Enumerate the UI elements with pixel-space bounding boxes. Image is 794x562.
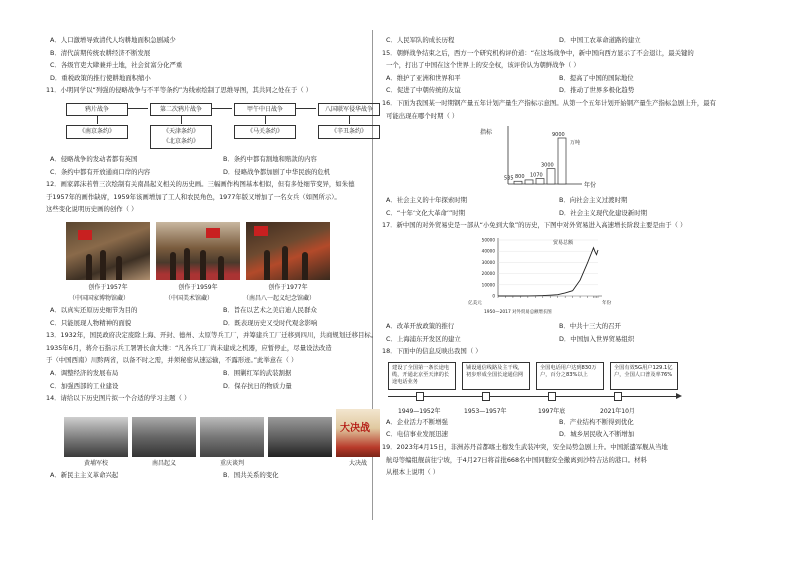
steel-chart-svg (382, 124, 728, 192)
option: D．城乡居民收入不断增加 (559, 430, 635, 439)
option: C．条约中都有开放通商口岸的内容 (50, 167, 151, 176)
trade-chart-svg (460, 232, 620, 318)
timeline-box: 全国有效5G用户129.1亿户，全国人口普及率76% (610, 362, 678, 390)
photo-caption: 大决战 (348, 459, 367, 467)
flow-connector (265, 115, 266, 124)
option: D．社会主义现代化建设新时期 (559, 208, 647, 217)
option: A．维护了亚洲和世界和平 (386, 73, 461, 82)
option: A．企业活力不断增强 (386, 417, 448, 426)
option: C．促进了中朝传统的友谊 (386, 86, 461, 95)
axis-marker (416, 392, 424, 401)
q17-stem: 17．新中国的对外贸易史是一部从“小免到大象”的历史，下图中对外贸易进入高速增长阶段主要是由于（ ） (382, 221, 687, 230)
option: B．产业结构不断得到优化 (559, 417, 634, 426)
war-box: 鸦片战争 (66, 103, 128, 116)
war-box: 八国联军侵华战争 (318, 103, 380, 116)
q12-subcaptions (54, 293, 392, 304)
flow-node (150, 103, 212, 149)
option: B．中共十三大的召开 (559, 321, 621, 330)
steel-chart (382, 124, 728, 194)
option: C．加强西部的工业建设 (50, 381, 119, 390)
option: C．只能展现人物精神的面貌 (50, 318, 132, 327)
treaty-label: 《辛丑条约》 (330, 127, 367, 135)
photo-nanchang (132, 417, 196, 457)
timeline-year: 1953—1957年 (464, 407, 507, 415)
option: D．既表现历史又受时代观念影响 (223, 318, 318, 327)
figure-shape (170, 252, 176, 280)
timeline-year: 1997年底 (538, 407, 566, 415)
option: D．侵略战争都加剧了中华民族的危机 (223, 167, 331, 176)
y-tick-label: 30000 (481, 259, 495, 265)
timeline-labels (388, 406, 728, 416)
flow-arrow (128, 108, 148, 109)
q19-stem: 从根本上说明（ ） (386, 468, 440, 477)
q13-stem: 1935年6月，蒋介石指示兵工署署长俞大维：“凡各兵工厂尚未建成之机器，应暂停止，尽量设法改造 (46, 343, 332, 352)
poster-title: 大决战 (340, 422, 370, 434)
option: A．以真实还原历史细节为目的 (50, 305, 138, 314)
flow-connector (349, 115, 350, 124)
axis-arrow-icon (676, 393, 682, 399)
bar (536, 179, 544, 184)
q10-option-a: A．人口激增导致清代人均耕地面积急剧减少 (50, 36, 176, 44)
bar (525, 180, 533, 184)
q10-option-b: B．清代前期传统农耕经济不断发展 (50, 48, 151, 57)
flag-icon (78, 230, 92, 240)
painting-1977 (246, 222, 330, 280)
chart-footer: 1950—2017 对外贸易总额增长图 (484, 309, 552, 315)
option: A．侵略战争的发动者都有英国 (50, 154, 138, 163)
q15-options (382, 72, 728, 97)
chart-title: 贸易总额 (553, 239, 574, 246)
y-axis-label: 指标 (480, 129, 493, 137)
treaty-label: 《南京条约》 (78, 127, 115, 135)
option: A．调整经济的发展布局 (50, 368, 119, 377)
flow-arrow (296, 108, 316, 109)
figure-shape (86, 254, 92, 280)
q18-timeline-boxes (388, 362, 728, 390)
trade-chart (460, 232, 728, 320)
q14-options-ab (46, 469, 392, 482)
treaty-box (66, 125, 128, 139)
bar-value-label: 9000 (552, 132, 565, 139)
photo-chongqing (200, 417, 264, 457)
treaty-label: 《北京条约》 (162, 137, 199, 145)
photo-huangpu (64, 417, 128, 457)
painting-caption: 创作于1959年 (178, 283, 218, 291)
bar (514, 181, 522, 184)
q12-stem: 于1957年的画作缺席，1959年该画增加了工人和农民角色，1977年版又增加了一名女兵（如图所示）。 (46, 192, 341, 201)
option: A．社会主义的十年探索时期 (386, 196, 468, 205)
y-unit-label: 万吨 (570, 140, 581, 147)
flow-node (318, 103, 380, 149)
option: C．“十年‘文化大革命’”时期 (386, 208, 466, 217)
q16-options (382, 194, 728, 219)
figure-shape (282, 246, 288, 280)
option: B．旨在以艺术之美启迪人民群众 (223, 305, 317, 314)
timeline-axis (388, 392, 688, 406)
figure-shape (200, 250, 206, 280)
axis-marker (482, 392, 490, 401)
q14-captions (64, 459, 392, 469)
timeline-year: 2021年10月 (600, 407, 635, 415)
q14-options-cd (382, 34, 728, 47)
x-axis-label: 年份 (602, 300, 612, 306)
photo-group (268, 417, 332, 457)
bar-value-label: 535 (504, 175, 514, 182)
flag-icon (206, 228, 220, 238)
flow-arrow (212, 108, 232, 109)
treaty-label: 《马关条约》 (246, 127, 283, 135)
q18-options (382, 416, 728, 441)
bar-value-label: 800 (515, 174, 525, 181)
option: A．改革开放政策的推行 (386, 321, 455, 330)
bar-value-label: 3000 (541, 162, 554, 169)
q16-stem: 16．下面为我国某一时期钢产量五年计划产量生产指标示意图。从第一个五年计划开始钢产量生产指标急剧上升，最有 (382, 98, 717, 107)
q11-mind-map (66, 103, 392, 149)
timeline-year: 1949—1952年 (398, 407, 441, 415)
axis-marker (614, 392, 622, 401)
q12-options (46, 304, 392, 329)
axis-marker (548, 392, 556, 401)
treaty-box (234, 125, 296, 139)
war-box: 第二次鸦片战争 (150, 103, 212, 116)
q13-stem: 于（中国西南）川黔两省，以备不时之需，并须秘密从速运输，不露形迹。”此举意在（ ） (46, 356, 298, 365)
q12-captions (66, 282, 392, 293)
option: B．向社会主义过渡时期 (559, 196, 628, 205)
option: B．国共关系的变化 (223, 470, 279, 479)
painting-caption: 创作于1977年 (268, 283, 308, 291)
timeline-box: 铺设通信线路及主干线，初步形成全国长途通信网 (462, 362, 530, 390)
q10-option-c: C．各级官吏大肆兼并土地，社会贫富分化严重 (50, 61, 183, 70)
figure-shape (116, 256, 122, 280)
option: B．提高了中国的国际地位 (559, 73, 634, 82)
axis-line (388, 396, 680, 397)
right-column (382, 34, 728, 479)
q19-stem: 19．2023年4月15日，非洲苏丹首都喀土穆发生武装冲突，安全局势急剧上升。中国派遣军舰从当地 (382, 442, 668, 451)
figure-shape (218, 256, 224, 280)
bar (558, 138, 566, 184)
y-tick-label: 10000 (481, 282, 495, 288)
q16-stem: 可能出现在哪个时期（ ） (386, 111, 459, 120)
y-tick-label: 0 (492, 293, 495, 299)
painting-source: （中国美术馆藏） (164, 294, 213, 302)
option: C．上海浦东开发区的建立 (386, 334, 461, 343)
timeline-box: 全国电话用户达到830万户，百分之83%以上 (536, 362, 604, 390)
q13-stem: 13．1932年，国民政府决定废除上海、开封、德州、太原等兵工厂，并筹建兵工厂迁移到四川，共商规划迁移目标。 (46, 331, 378, 340)
photo-caption: 南昌起义 (151, 459, 176, 467)
painting-1957 (66, 222, 150, 280)
war-box: 甲午中日战争 (234, 103, 296, 116)
left-column (46, 34, 392, 481)
bar (547, 169, 555, 184)
trade-series-line (498, 248, 598, 296)
option: C．人民军队的成长历程 (386, 36, 455, 44)
option: D．推动了世界多极化趋势 (559, 86, 635, 95)
photo-caption: 重庆谈判 (219, 459, 244, 467)
option: C．电信事业发展迅速 (386, 430, 448, 439)
figure-shape (302, 252, 308, 280)
option: A．新民主主义革命兴起 (50, 470, 119, 479)
painting-source: （南昌八一起义纪念馆藏） (242, 294, 315, 302)
q12-paintings (66, 222, 392, 280)
option: B．围剿红军的武装割据 (223, 368, 292, 377)
photo-caption: 黄埔军校 (83, 459, 108, 467)
q17-options (382, 320, 728, 345)
figure-shape (100, 250, 106, 280)
q15-stem: 15．朝鲜战争结束之后，西方一个研究机构评价道：“在这场战争中，新中国向西方显示了不会退让，最关键的 (382, 48, 694, 57)
q12-stem: 这些变化说明历史画的创作（ ） (46, 205, 138, 214)
flow-connector (181, 115, 182, 124)
painting-1959 (156, 222, 240, 280)
treaty-label: 《天津条约》 (162, 127, 199, 135)
flag-icon (254, 226, 268, 236)
poster-dajuezhan (336, 409, 380, 457)
flow-node (234, 103, 296, 149)
q12-stem: 12．画家郭沫若曾三次绘制有关南昌起义相关的历史画。三幅画作构图基本相似，但有多处细节变异，如朱德 (46, 180, 355, 189)
y-axis-label: 亿美元 (468, 300, 482, 306)
y-tick-label: 50000 (481, 237, 495, 243)
q14-photos (64, 409, 392, 457)
y-tick-label: 20000 (481, 271, 495, 277)
q19-stem: 航母等编组舰前往宁坡，于4月27日将首批668名中国同胞安全撤离到沙特吉达的港口。材料 (386, 455, 647, 464)
figure-shape (184, 248, 190, 280)
q10-option-d: D．重税政策的推行使耕地面积缩小 (50, 73, 151, 82)
bar-value-label: 1070 (530, 172, 543, 179)
x-axis-label: 年份 (584, 182, 597, 190)
painting-source: （中国国家博物馆藏） (68, 294, 129, 302)
painting-caption: 创作于1957年 (88, 283, 128, 291)
figure-shape (264, 250, 270, 280)
option: D．保存抗日的物质力量 (223, 381, 292, 390)
q13-options (46, 367, 392, 392)
option: D．中国加入世界贸易组织 (559, 334, 635, 343)
y-tick-label: 40000 (481, 248, 495, 254)
q18-stem: 18．下面中的信息反映出我国（ ） (382, 347, 482, 356)
q15-stem: 一个，打出了中国在这个世界上的安全权，该评价认为朝鲜战争（ ） (386, 61, 580, 70)
q11-options (46, 153, 392, 178)
option: D．中国工农革命道路的建立 (559, 36, 641, 44)
q14-stem: 14．请给以下历史图片拟一个合适的学习主题（ ） (46, 394, 191, 403)
option: B．条约中都有割地和赔款的内容 (223, 154, 317, 163)
flow-connector (97, 115, 98, 124)
q11-stem: 11．小明同学以“列强的侵略战争与不平等条约”为线索绘制了思维导图，其共同之处在于（ ） (46, 86, 313, 95)
treaty-box (150, 125, 212, 149)
treaty-box (318, 125, 380, 139)
timeline-box: 建设了全国第一条长途电缆，开通北京至天津的长途电话业务 (388, 362, 456, 390)
flow-node (66, 103, 128, 149)
